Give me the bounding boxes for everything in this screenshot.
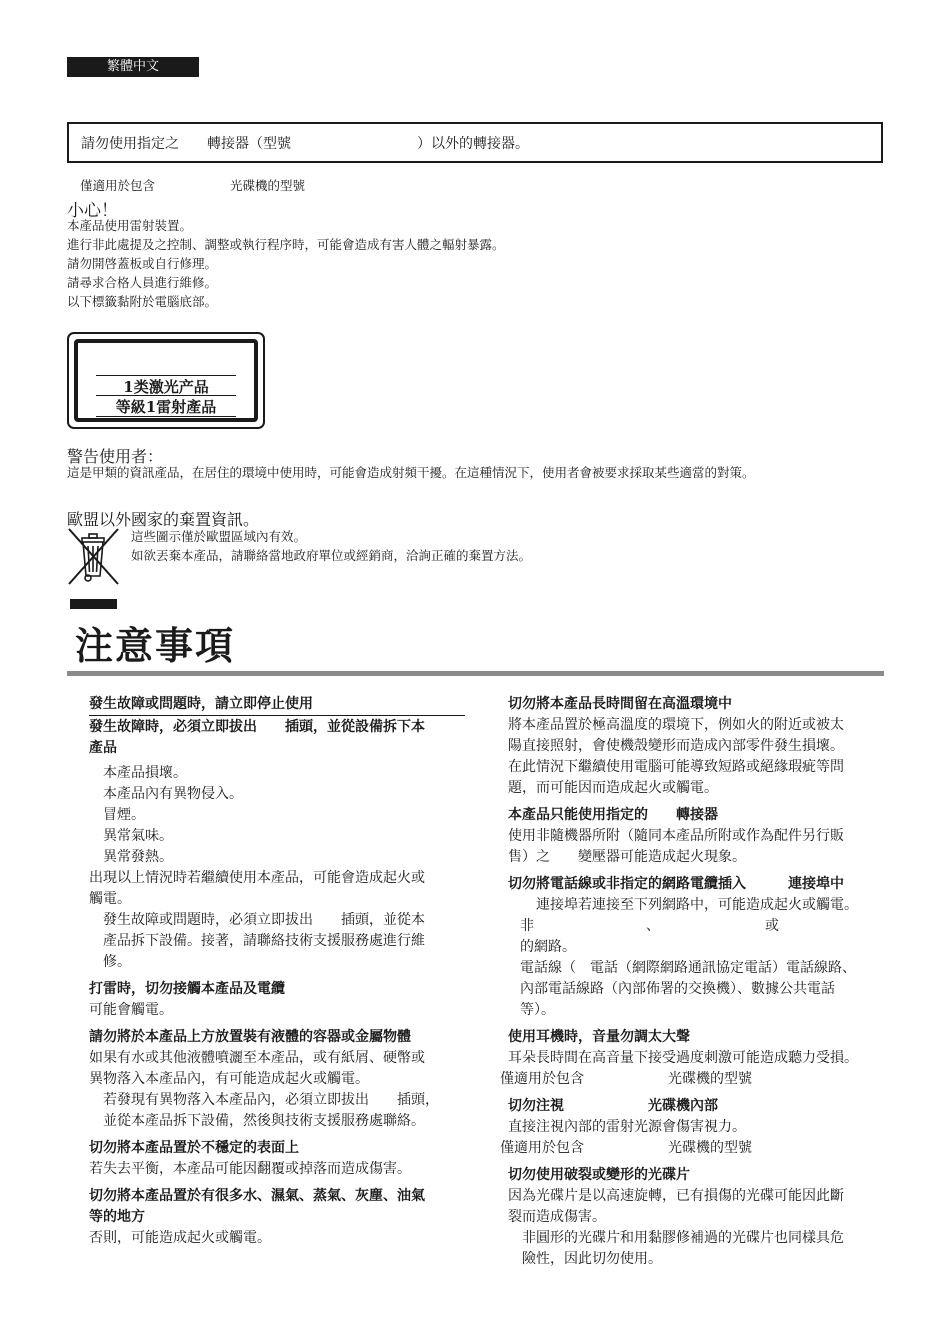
paragraph-line: 裂而造成傷害。	[508, 1209, 606, 1225]
language-tab: 繁體中文	[67, 57, 199, 77]
note-line: 修。	[103, 954, 131, 970]
caution-line: 本產品使用雷射裝置。	[67, 218, 193, 233]
caution-lines	[67, 216, 505, 311]
paragraph-line: 非 、 或	[520, 918, 779, 934]
adapter-notice-box	[67, 122, 883, 163]
label-rule	[96, 416, 236, 417]
section-heading: 切勿將電話線或非指定的網路電纜插入 連接埠中	[508, 876, 844, 892]
note-line: 險性，因此切勿使用。	[522, 1251, 662, 1267]
paragraph-line: 連接埠若連接至下列網路中，可能造成起火或觸電。	[508, 897, 858, 913]
section-subheading: 發生故障時，必須立即拔出 插頭，並從設備拆下本	[89, 719, 425, 735]
section-heading: 等的地方	[89, 1209, 145, 1225]
right-column	[500, 694, 892, 1270]
section-heading: 切勿使用破裂或變形的光碟片	[508, 1167, 690, 1183]
list-item: 本產品損壞。	[103, 765, 187, 781]
warning-title: 警告使用者：	[67, 447, 164, 466]
note-line: 產品拆下設備。接著，請聯絡技術支援服務處進行維	[103, 933, 425, 949]
paragraph-line: 等）。	[520, 1002, 555, 1018]
item-list	[89, 763, 465, 868]
note-block	[89, 1090, 465, 1132]
paragraph-line: 異物落入本產品內，有可能造成起火或觸電。	[89, 1071, 369, 1087]
paragraph-line: 題，而可能因而造成起火或觸電。	[508, 780, 718, 796]
note-line: 若發現有異物落入本產品內，必須立即拔出 插頭，	[103, 1092, 439, 1108]
section-heading: 本產品只能使用指定的 轉接器	[508, 807, 718, 823]
section-heading: 切勿將本產品長時間留在高溫環境中	[508, 696, 732, 712]
paragraph-line: 若失去平衡，本產品可能因翻覆或掉落而造成傷害。	[89, 1161, 411, 1177]
caution-line: 請勿開啓蓋板或自行修理。	[67, 256, 218, 271]
section-heading: 切勿注視 光碟機內部	[508, 1098, 718, 1114]
section-heading: 打雷時，切勿接觸本產品及電纜	[89, 981, 285, 997]
list-item: 冒煙。	[103, 807, 145, 823]
list-item: 本產品內有異物侵入。	[103, 786, 243, 802]
paragraph-line: 耳朵長時間在高音量下接受過度刺激可能造成聽力受損。	[508, 1050, 858, 1066]
note-line: 並從本產品拆下設備，然後與技術支援服務處聯絡。	[103, 1113, 425, 1129]
paragraph-line: 如果有水或其他液體噴灑至本產品，或有紙屑、硬幣或	[89, 1050, 425, 1066]
list-item: 異常發熱。	[103, 849, 173, 865]
note-block	[89, 910, 465, 973]
caution-line: 進行非此處提及之控制、調整或執行程序時，可能會造成有害人體之輻射暴露。	[67, 237, 505, 252]
section-heading: 切勿將本產品置於不穩定的表面上	[89, 1140, 299, 1156]
adapter-notice-text: 請勿使用指定之 轉接器（型號 ）以外的轉接器。	[81, 136, 529, 152]
paragraph-line: 的網路。	[520, 939, 576, 955]
paragraph-line: 僅適用於包含 光碟機的型號	[500, 1140, 752, 1156]
section-subheading: 產品	[89, 740, 117, 756]
paragraph-line: 陽直接照射，會使機殼變形而造成內部零件發生損壞。	[508, 738, 844, 754]
paragraph-line: 出現以上情況時若繼續使用本產品，可能會造成起火或	[89, 870, 425, 886]
disposal-line2: 如欲丟棄本產品，請聯絡當地政府單位或經銷商，洽詢正確的棄置方法。	[131, 548, 532, 563]
note-line: 發生故障或問題時，必須立即拔出 插頭，並從本	[103, 912, 425, 928]
list-item: 異常氣味。	[103, 828, 173, 844]
applies-note: 僅適用於包含 光碟機的型號	[80, 178, 306, 193]
paragraph-line: 觸電。	[89, 891, 131, 907]
disposal-line1: 這些圖示僅於歐盟區域內有效。	[131, 529, 307, 544]
paragraph-line: 直接注視內部的雷射光源會傷害視力。	[508, 1119, 746, 1135]
paragraph-line: 因為光碟片是以高速旋轉，已有損傷的光碟可能因此斷	[508, 1188, 844, 1204]
note-line: 非圓形的光碟片和用黏膠修補過的光碟片也同樣具危	[522, 1230, 844, 1246]
warning-text: 這是甲類的資訊產品，在居住的環境中使用時，可能會造成射頻干擾。在這種情況下，使用者會被要求採取某些適當的對策。	[67, 465, 755, 480]
laser-label-line2: 等級1雷射產品	[115, 398, 217, 416]
title-rule	[67, 671, 884, 676]
paragraph-line: 否則，可能造成起火或觸電。	[89, 1230, 271, 1246]
disposal-title: 歐盟以外國家的棄置資訊。	[67, 510, 260, 529]
paragraph-line: 在此情況下繼續使用電腦可能導致短路或絕緣瑕疵等問	[508, 759, 844, 775]
paragraph-line: 僅適用於包含 光碟機的型號	[500, 1071, 752, 1087]
caution-line: 請尋求合格人員進行維修。	[67, 275, 218, 290]
paragraph-line: 內部電話線路（內部佈署的交換機）、數據公共電話	[520, 981, 835, 997]
paragraph-line: 電話線（ 電話（網際網路通訊協定電話）電話線路、	[520, 960, 856, 976]
paragraph-line: 售）之 變壓器可能造成起火現象。	[508, 849, 746, 865]
heading-rule	[89, 715, 465, 716]
section-heading: 切勿將本產品置於有很多水、濕氣、蒸氣、灰塵、油氣	[89, 1188, 425, 1204]
note-block	[508, 1228, 892, 1270]
laser-label-frame	[74, 339, 258, 422]
black-marker-bar	[70, 599, 117, 609]
left-column	[89, 694, 465, 1249]
paragraph-line: 使用非隨機器所附（隨同本產品所附或作為配件另行販	[508, 828, 844, 844]
laser-label-line1: 1类激光产品	[123, 378, 209, 396]
laser-product-label	[67, 332, 265, 429]
main-title: 注意事項	[75, 624, 236, 668]
caution-title: 小心！	[67, 201, 118, 221]
section-heading: 發生故障或問題時，請立即停止使用	[89, 696, 313, 712]
paragraph-line: 可能會觸電。	[89, 1002, 173, 1018]
paragraph-line: 將本產品置於極高溫度的環境下，例如火的附近或被太	[508, 717, 844, 733]
caution-line: 以下標籤黏附於電腦底部。	[67, 294, 218, 309]
crossed-bin-icon	[66, 526, 122, 588]
section-heading: 請勿將於本產品上方放置裝有液體的容器或金屬物體	[89, 1029, 411, 1045]
section-heading: 使用耳機時，音量勿調太大聲	[508, 1029, 690, 1045]
